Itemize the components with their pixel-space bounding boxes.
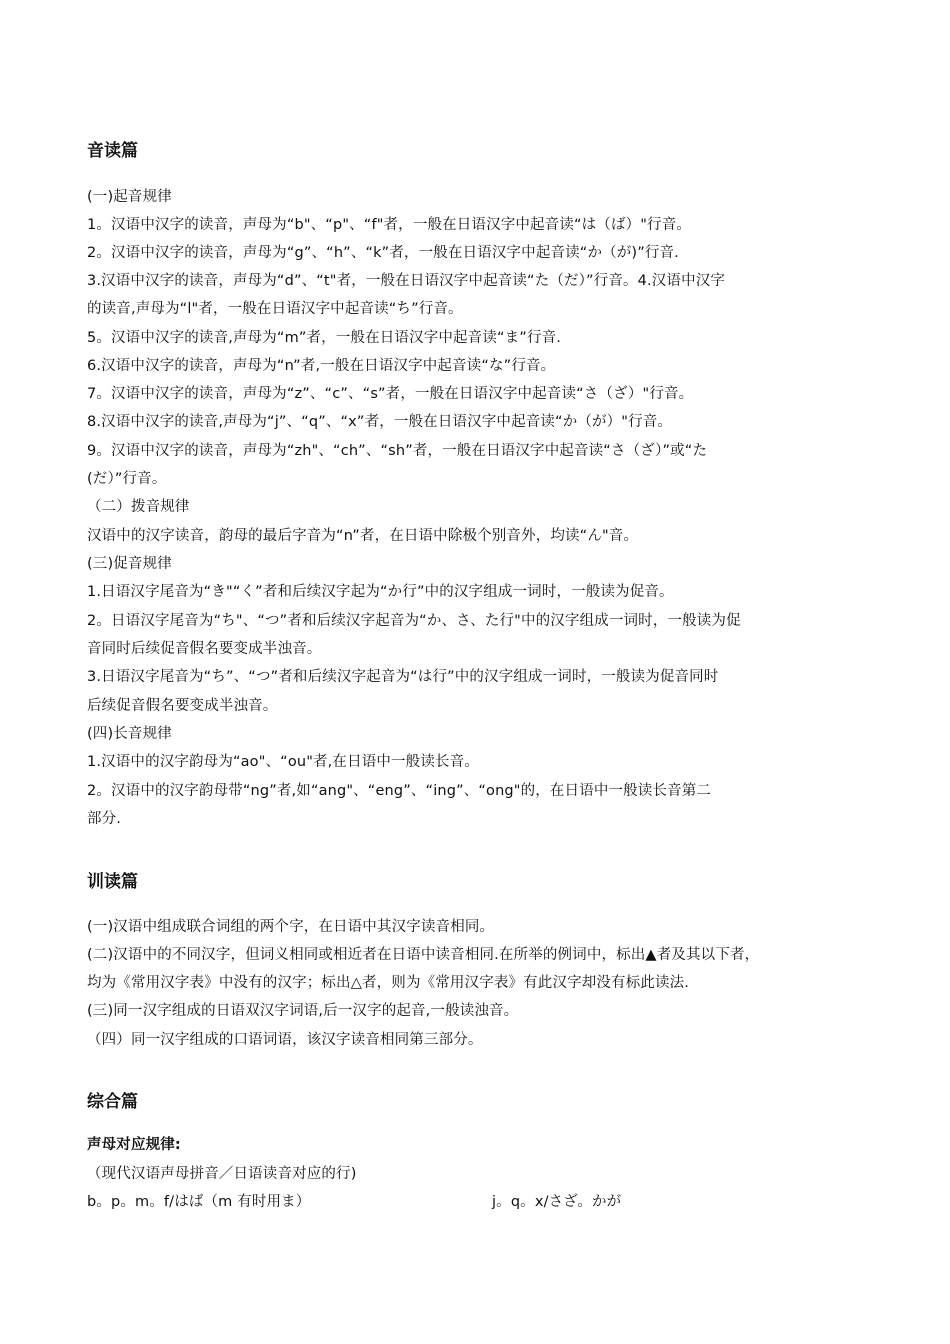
rule-line: (二)汉语中的不同汉字，但词义相同或相近者在日语中读音相同.在所举的例词中，标出▲者及其以下者，: [87, 947, 760, 963]
rule-line: （四）同一汉字组成的口语词语，该汉字读音相同第三部分。: [87, 1032, 483, 1048]
rule-line: 2。汉语中的汉字韵母带“ng”者,如“ang"、“eng”、“ing”、“ong"的，在日语中一般读长音第二: [87, 783, 712, 799]
rule-line: 均为《常用汉字表》中没有的汉字；标出△者，则为《常用汉字表》有此汉字却没有标此读法.: [87, 975, 690, 991]
section-title-zonghe: 综合篇: [87, 1092, 138, 1112]
rule-line: 后续促音假名要变成半浊音。: [87, 698, 278, 714]
section-title-yindu: 音读篇: [87, 141, 138, 161]
rule-line: 9。汉语中汉字的读音，声母为“zh"、“ch”、“sh”者，一般在日语汉字中起音读“さ（ざ）”或“た: [87, 443, 708, 459]
section-title-xundu: 训读篇: [87, 872, 138, 892]
rule-line: 汉语中的汉字读音，韵母的最后字音为“n”者，在日语中除极个别音外，均读“ん"音。: [87, 528, 639, 544]
subhead-boyin: （二）拨音规律: [87, 499, 190, 515]
subhead-cuyin: (三)促音规律: [87, 556, 172, 572]
rule-line: (三)同一汉字组成的日语双汉字词语,后一汉字的起音,一般读浊音。: [87, 1003, 519, 1019]
rule-line: 1。汉语中汉字的读音，声母为“b"、“p"、“f"者，一般在日语汉字中起音读“は（ば）"行音。: [87, 217, 692, 233]
rule-line: 7。汉语中汉字的读音，声母为“z”、“c”、“s”者，一般在日语汉字中起音读“さ（ざ）"行音。: [87, 386, 694, 402]
rule-line: 音同时后续促音假名要变成半浊音。: [87, 641, 322, 657]
subtitle-shengmu: 声母对应规律:: [87, 1137, 181, 1153]
correspondence-right: j。q。x/さざ。かが: [492, 1194, 622, 1210]
rule-line: 3.汉语中汉字的读音，声母为“d”、“t"者，一般在日语汉字中起音读“た（だ）”行音。4.汉语中汉字: [87, 273, 726, 289]
note-line: （现代汉语声母拼音／日语读音对应的行): [87, 1166, 357, 1182]
rule-line: 3.日语汉字尾音为“ち”、“つ”者和后续汉字起音为“は行”中的汉字组成一词时，一般读为促音同时: [87, 669, 719, 685]
subhead-qiyin: (一)起音规律: [87, 189, 172, 205]
rule-line: 部分.: [87, 811, 122, 827]
rule-line: (一)汉语中组成联合词组的两个字，在日语中其汉字读音相同。: [87, 919, 495, 935]
rule-line: 5。汉语中汉字的读音,声母为“m”者，一般在日语汉字中起音读“ま”行音.: [87, 330, 562, 346]
rule-line: 8.汉语中汉字的读音,声母为“j”、“q”、“x”者，一般在日语汉字中起音读“か（が）"行音。: [87, 414, 673, 430]
rule-line: 的读音,声母为“l"者，一般在日语汉字中起音读“ち”行音。: [87, 301, 463, 317]
correspondence-left: b。p。m。f/はば（m 有时用ま）: [87, 1194, 311, 1210]
rule-line: 2。汉语中汉字的读音，声母为“g”、“h”、“k”者，一般在日语汉字中起音读“か（が)”行音.: [87, 245, 679, 261]
rule-line: 1.日语汉字尾音为“き"“く”者和后续汉字起为“か行”中的汉字组成一词时，一般读为促音。: [87, 584, 674, 600]
correspondence-row: [87, 1192, 867, 1212]
rule-line: 1.汉语中的汉字韵母为“ao"、“ou"者,在日语中一般读长音。: [87, 754, 479, 770]
rule-line: 6.汉语中汉字的读音，声母为“n”者,一般在日语汉字中起音读“な”行音。: [87, 358, 556, 374]
subhead-changyin: (四)长音规律: [87, 726, 172, 742]
rule-line: 2。日语汉字尾音为“ち"、“つ”者和后续汉字起音为“か、さ、た行"中的汉字组成一词时，一般读为促: [87, 613, 741, 629]
rule-line: (だ）”行音。: [87, 471, 167, 487]
